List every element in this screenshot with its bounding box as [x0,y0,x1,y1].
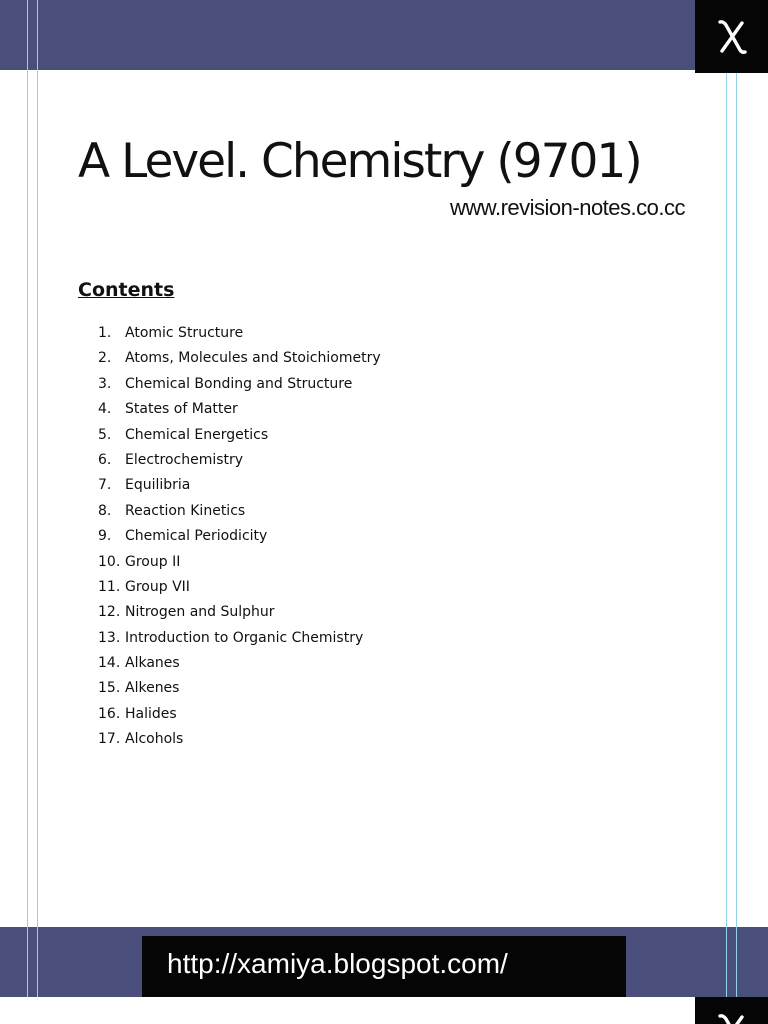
contents-item-label: Alkanes [125,655,180,672]
contents-item-number: 1. [98,325,112,341]
logo-top [695,0,768,73]
contents-item-number: 8. [98,502,112,519]
contents-item-number: 9. [98,528,112,545]
contents-item-label: Chemical Periodicity [125,528,268,545]
contents-item [98,321,381,346]
contents-item-label: Alkenes [125,680,180,697]
right-border-line-outer [736,0,737,997]
contents-item-number: 17. [98,731,121,748]
contents-item [98,448,381,473]
contents-item [98,676,381,701]
contents-item [98,524,381,549]
logo-bottom [695,997,768,1024]
contents-item-label: Atoms, Molecules and Stoichiometry [125,350,381,367]
page-bottom-margin [0,997,768,1024]
contents-item-number: 7. [98,477,112,494]
contents-item-number: 3. [98,375,112,392]
contents-item-label: Chemical Bonding and Structure [125,375,353,392]
contents-item-label: Group II [125,553,181,570]
contents-item-label: States of Matter [125,401,238,418]
contents-item-label: Alcohols [125,731,184,748]
left-border-line-outer [27,0,28,997]
contents-item [98,499,381,524]
left-border-line-inner [37,0,38,997]
contents-item [98,651,381,676]
contents-item [98,550,381,575]
contents-item-label: Introduction to Organic Chemistry [125,629,364,646]
contents-item [98,397,381,422]
contents-item-label: Reaction Kinetics [125,502,246,519]
contents-item-label: Halides [125,705,177,722]
contents-item [98,423,381,448]
footer-link[interactable]: http://xamiya.blogspot.com/ [167,948,508,979]
contents-item [98,626,381,651]
contents-item [98,702,381,727]
contents-item-label: Nitrogen and Sulphur [125,604,275,621]
contents-item-label: Electrochemistry [125,451,244,468]
top-banner [0,0,768,70]
contents-item-label: Chemical Energetics [125,426,269,443]
contents-item-number: 12. [98,604,121,621]
contents-item [98,346,381,371]
contents-heading: Contents [78,279,175,301]
contents-item-number: 5. [98,426,112,443]
contents-item-number: 6. [98,451,112,468]
x-letter-icon [715,19,749,55]
contents-item [98,473,381,498]
contents-item [98,600,381,625]
contents-item-label: Atomic Structure [125,325,244,341]
contents-item-number: 14. [98,655,121,672]
contents-item-number: 15. [98,680,121,697]
contents-item [98,727,381,752]
contents-item-number: 13. [98,629,121,646]
footer-link-box [142,936,626,997]
right-border-line-inner [726,0,727,997]
contents-item-number: 10. [98,553,121,570]
contents-item [98,372,381,397]
contents-item [98,575,381,600]
contents-item-number: 2. [98,350,112,367]
page-title: A Level. Chemistry (9701) [78,134,641,189]
x-letter-icon [715,1013,749,1024]
contents-item-number: 11. [98,578,121,595]
contents-item-number: 16. [98,705,121,722]
website-url: www.revision-notes.co.cc [450,195,685,220]
contents-item-number: 4. [98,401,112,418]
contents-item-label: Equilibria [125,477,191,494]
contents-list [98,321,381,753]
contents-item-label: Group VII [125,578,190,595]
